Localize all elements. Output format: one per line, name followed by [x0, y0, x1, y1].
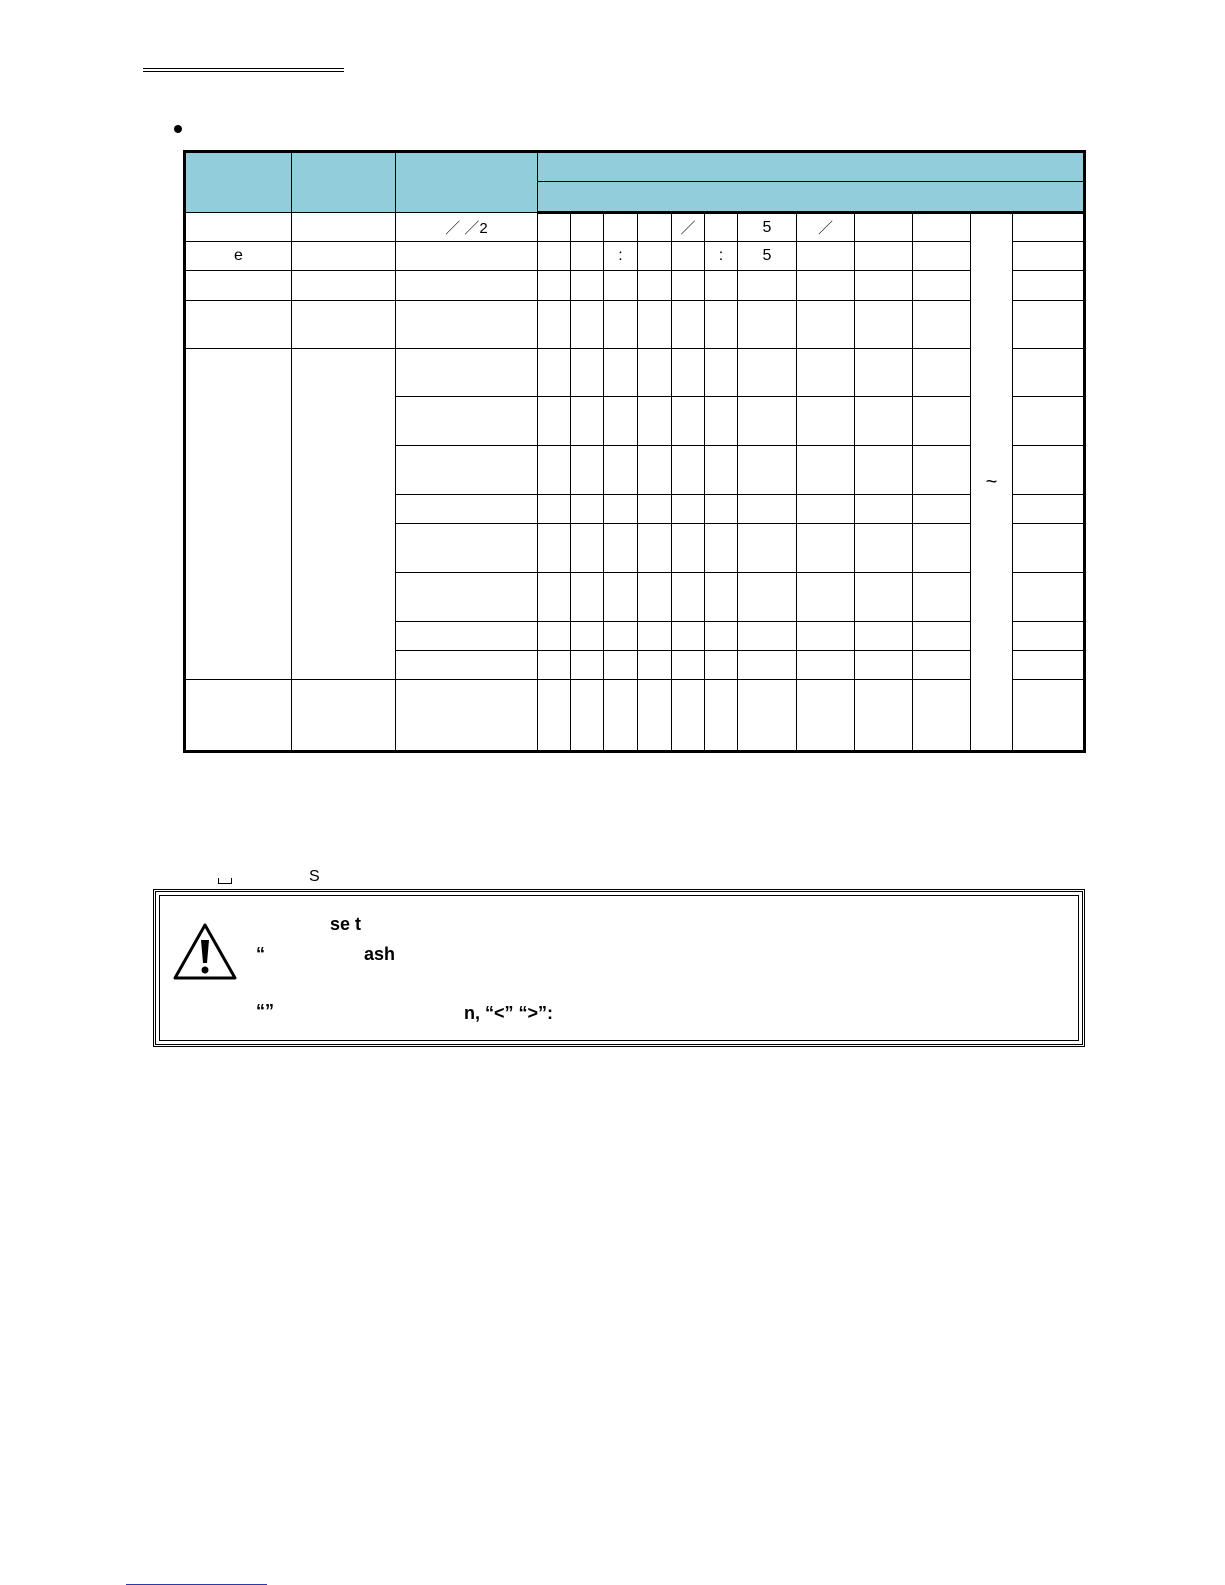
- table-cell: [855, 523, 913, 572]
- table-cell: [797, 621, 855, 650]
- table-cell: [604, 523, 638, 572]
- table-cell: [672, 650, 705, 679]
- table-cell: [1013, 446, 1085, 495]
- table-cell: [913, 213, 971, 242]
- table-cell: [638, 301, 672, 349]
- table-cell: [604, 271, 638, 301]
- table-cell: ／ ／2: [396, 213, 538, 242]
- table-cell: [638, 495, 672, 523]
- table-cell: [571, 650, 604, 679]
- header-cell-subgroup: [538, 182, 1085, 213]
- table-cell: [638, 242, 672, 271]
- notice-line-2-text: ash: [364, 944, 396, 964]
- table-cell: [571, 242, 604, 271]
- table-cell: [292, 301, 396, 349]
- table-cell: [185, 271, 292, 301]
- table-cell: [705, 650, 738, 679]
- table-cell: [855, 446, 913, 495]
- table-cell: [1013, 271, 1085, 301]
- header-cell-group: [538, 152, 1085, 182]
- notice-line-3-text: n, “<” “>”:: [464, 1003, 554, 1023]
- table-cell: [538, 495, 571, 523]
- table-cell-merged: [292, 349, 396, 680]
- table-row: [185, 242, 1085, 271]
- table-cell: [913, 621, 971, 650]
- table-cell: [292, 242, 396, 271]
- table-cell: [396, 495, 538, 523]
- table-cell: [638, 523, 672, 572]
- merged-range-cell: ~: [971, 213, 1013, 752]
- table-cell: [604, 397, 638, 446]
- table-cell: [604, 650, 638, 679]
- table-cell: [538, 349, 571, 397]
- table-cell: [538, 650, 571, 679]
- table-cell: [571, 495, 604, 523]
- table-cell: [571, 397, 604, 446]
- notice-inner-frame: [159, 895, 1079, 1041]
- table-cell: [705, 397, 738, 446]
- table-cell: [705, 572, 738, 621]
- table-cell: [855, 572, 913, 621]
- table-cell: [185, 301, 292, 349]
- table-cell: [913, 349, 971, 397]
- table-cell: [705, 349, 738, 397]
- table-cell: [638, 621, 672, 650]
- table-cell: [855, 397, 913, 446]
- table-cell: [538, 242, 571, 271]
- table-cell: [797, 572, 855, 621]
- table-cell: [604, 213, 638, 242]
- table-cell: 5: [738, 242, 797, 271]
- table-cell: [705, 679, 738, 751]
- table-cell: 5: [738, 213, 797, 242]
- table-cell: [705, 271, 738, 301]
- table-cell: [638, 650, 672, 679]
- table-cell: [638, 446, 672, 495]
- table-cell-merged: [185, 349, 292, 680]
- table-cell: [705, 301, 738, 349]
- table-cell: [672, 523, 705, 572]
- table-cell: [571, 301, 604, 349]
- header-cell: [185, 152, 292, 213]
- table-cell: [571, 446, 604, 495]
- table-row: [185, 679, 1085, 751]
- table-cell: [855, 349, 913, 397]
- bullet-point: [174, 125, 182, 133]
- table-cell: [738, 572, 797, 621]
- table-cell: ／: [797, 213, 855, 242]
- space-symbol: [218, 878, 232, 884]
- table-cell: [396, 271, 538, 301]
- table-cell: [604, 621, 638, 650]
- table-cell: [396, 242, 538, 271]
- table-cell: [1013, 495, 1085, 523]
- table-cell: [538, 572, 571, 621]
- table-cell: [396, 621, 538, 650]
- table-cell: [538, 397, 571, 446]
- header-cell: [292, 152, 396, 213]
- table-cell: [604, 679, 638, 751]
- warning-notice-box: [153, 889, 1085, 1047]
- table-cell: [538, 213, 571, 242]
- table-cell: [1013, 572, 1085, 621]
- table-cell: [1013, 650, 1085, 679]
- table-cell: [855, 301, 913, 349]
- header-double-rule: [143, 68, 344, 72]
- table-cell: [797, 679, 855, 751]
- table-cell: [1013, 679, 1085, 751]
- table-cell: [705, 213, 738, 242]
- table-cell: [396, 523, 538, 572]
- table-cell: [604, 495, 638, 523]
- table-cell: [855, 242, 913, 271]
- table-cell: [913, 271, 971, 301]
- table-cell: [185, 213, 292, 242]
- table-cell: [538, 679, 571, 751]
- table-cell: :: [604, 242, 638, 271]
- table-cell: [1013, 301, 1085, 349]
- table-cell: [396, 397, 538, 446]
- table-cell: [672, 271, 705, 301]
- table-cell: [797, 650, 855, 679]
- table-cell: [571, 679, 604, 751]
- header-cell: [396, 152, 538, 213]
- table-cell: [672, 242, 705, 271]
- table-cell: [738, 621, 797, 650]
- table-cell: [855, 679, 913, 751]
- table-cell: [604, 572, 638, 621]
- table-row: [185, 213, 1085, 242]
- table-cell: [638, 572, 672, 621]
- table-cell: [672, 495, 705, 523]
- table-cell: [672, 301, 705, 349]
- table-cell: [538, 446, 571, 495]
- notice-line-1: se t: [330, 914, 362, 934]
- table-cell: [738, 397, 797, 446]
- table-cell: [913, 301, 971, 349]
- table-cell: [571, 213, 604, 242]
- table-cell: ／: [672, 213, 705, 242]
- table-cell: [797, 301, 855, 349]
- table-cell: [913, 650, 971, 679]
- table-cell: [705, 446, 738, 495]
- table-cell: [292, 271, 396, 301]
- table-cell: [913, 679, 971, 751]
- table-cell: [396, 650, 538, 679]
- table-cell: [855, 495, 913, 523]
- table-cell: [396, 679, 538, 751]
- table-cell: [738, 679, 797, 751]
- table-cell: [797, 349, 855, 397]
- table-cell: [913, 572, 971, 621]
- table-cell: [672, 621, 705, 650]
- table-cell: [1013, 621, 1085, 650]
- table-cell: [292, 679, 396, 751]
- table-cell: [1013, 213, 1085, 242]
- table-cell: [738, 523, 797, 572]
- table-cell: [638, 349, 672, 397]
- table-cell: [738, 271, 797, 301]
- table-cell: [797, 397, 855, 446]
- table-cell: [1013, 523, 1085, 572]
- table-cell: [638, 271, 672, 301]
- table-cell: e: [185, 242, 292, 271]
- table-cell: [672, 397, 705, 446]
- table-cell: [185, 679, 292, 751]
- table-cell: [797, 495, 855, 523]
- table-cell: [396, 446, 538, 495]
- table-row: [185, 271, 1085, 301]
- table-cell: [738, 446, 797, 495]
- table-cell: [604, 301, 638, 349]
- table-cell: [797, 523, 855, 572]
- table-cell: [396, 572, 538, 621]
- warning-triangle-icon: [172, 922, 238, 982]
- table-cell: [292, 213, 396, 242]
- table-cell: [738, 495, 797, 523]
- table-cell: [672, 349, 705, 397]
- table-cell: [396, 349, 538, 397]
- table-cell: [1013, 349, 1085, 397]
- table-cell: [913, 523, 971, 572]
- section-heading-fragment: S: [309, 868, 320, 885]
- table-cell: [738, 650, 797, 679]
- notice-line-3-quotes: “”: [256, 1001, 274, 1021]
- table-cell: [797, 242, 855, 271]
- table-cell: [604, 446, 638, 495]
- table-cell: [604, 349, 638, 397]
- table-cell: [913, 242, 971, 271]
- table-cell: [571, 523, 604, 572]
- table-cell: [672, 679, 705, 751]
- table-cell: [396, 301, 538, 349]
- table-cell: [538, 621, 571, 650]
- table-row: [185, 349, 1085, 397]
- table-cell: :: [705, 242, 738, 271]
- table-cell: [638, 213, 672, 242]
- table-cell: [738, 349, 797, 397]
- table-cell: [855, 650, 913, 679]
- table-cell: [705, 495, 738, 523]
- table-cell: [705, 523, 738, 572]
- table-cell: [1013, 242, 1085, 271]
- table-cell: [705, 621, 738, 650]
- notice-line-2-quote: “: [256, 944, 265, 964]
- table-cell: [738, 301, 797, 349]
- table-header-row: [185, 152, 1085, 182]
- table-cell: [571, 349, 604, 397]
- table-cell: [571, 271, 604, 301]
- table-cell: [638, 679, 672, 751]
- table-cell: [571, 621, 604, 650]
- table-cell: [797, 271, 855, 301]
- table-cell: [638, 397, 672, 446]
- table-cell: [913, 446, 971, 495]
- table-cell: [672, 572, 705, 621]
- table-cell: [672, 446, 705, 495]
- table-cell: [571, 572, 604, 621]
- table-cell: [855, 621, 913, 650]
- table-cell: [855, 271, 913, 301]
- table-cell: [1013, 397, 1085, 446]
- table-cell: [538, 271, 571, 301]
- table-cell: [855, 213, 913, 242]
- table-cell: [797, 446, 855, 495]
- table-cell: [538, 301, 571, 349]
- table-cell: [913, 495, 971, 523]
- table-cell: [538, 523, 571, 572]
- spec-table: [183, 150, 1086, 753]
- table-row: [185, 301, 1085, 349]
- table-cell: [913, 397, 971, 446]
